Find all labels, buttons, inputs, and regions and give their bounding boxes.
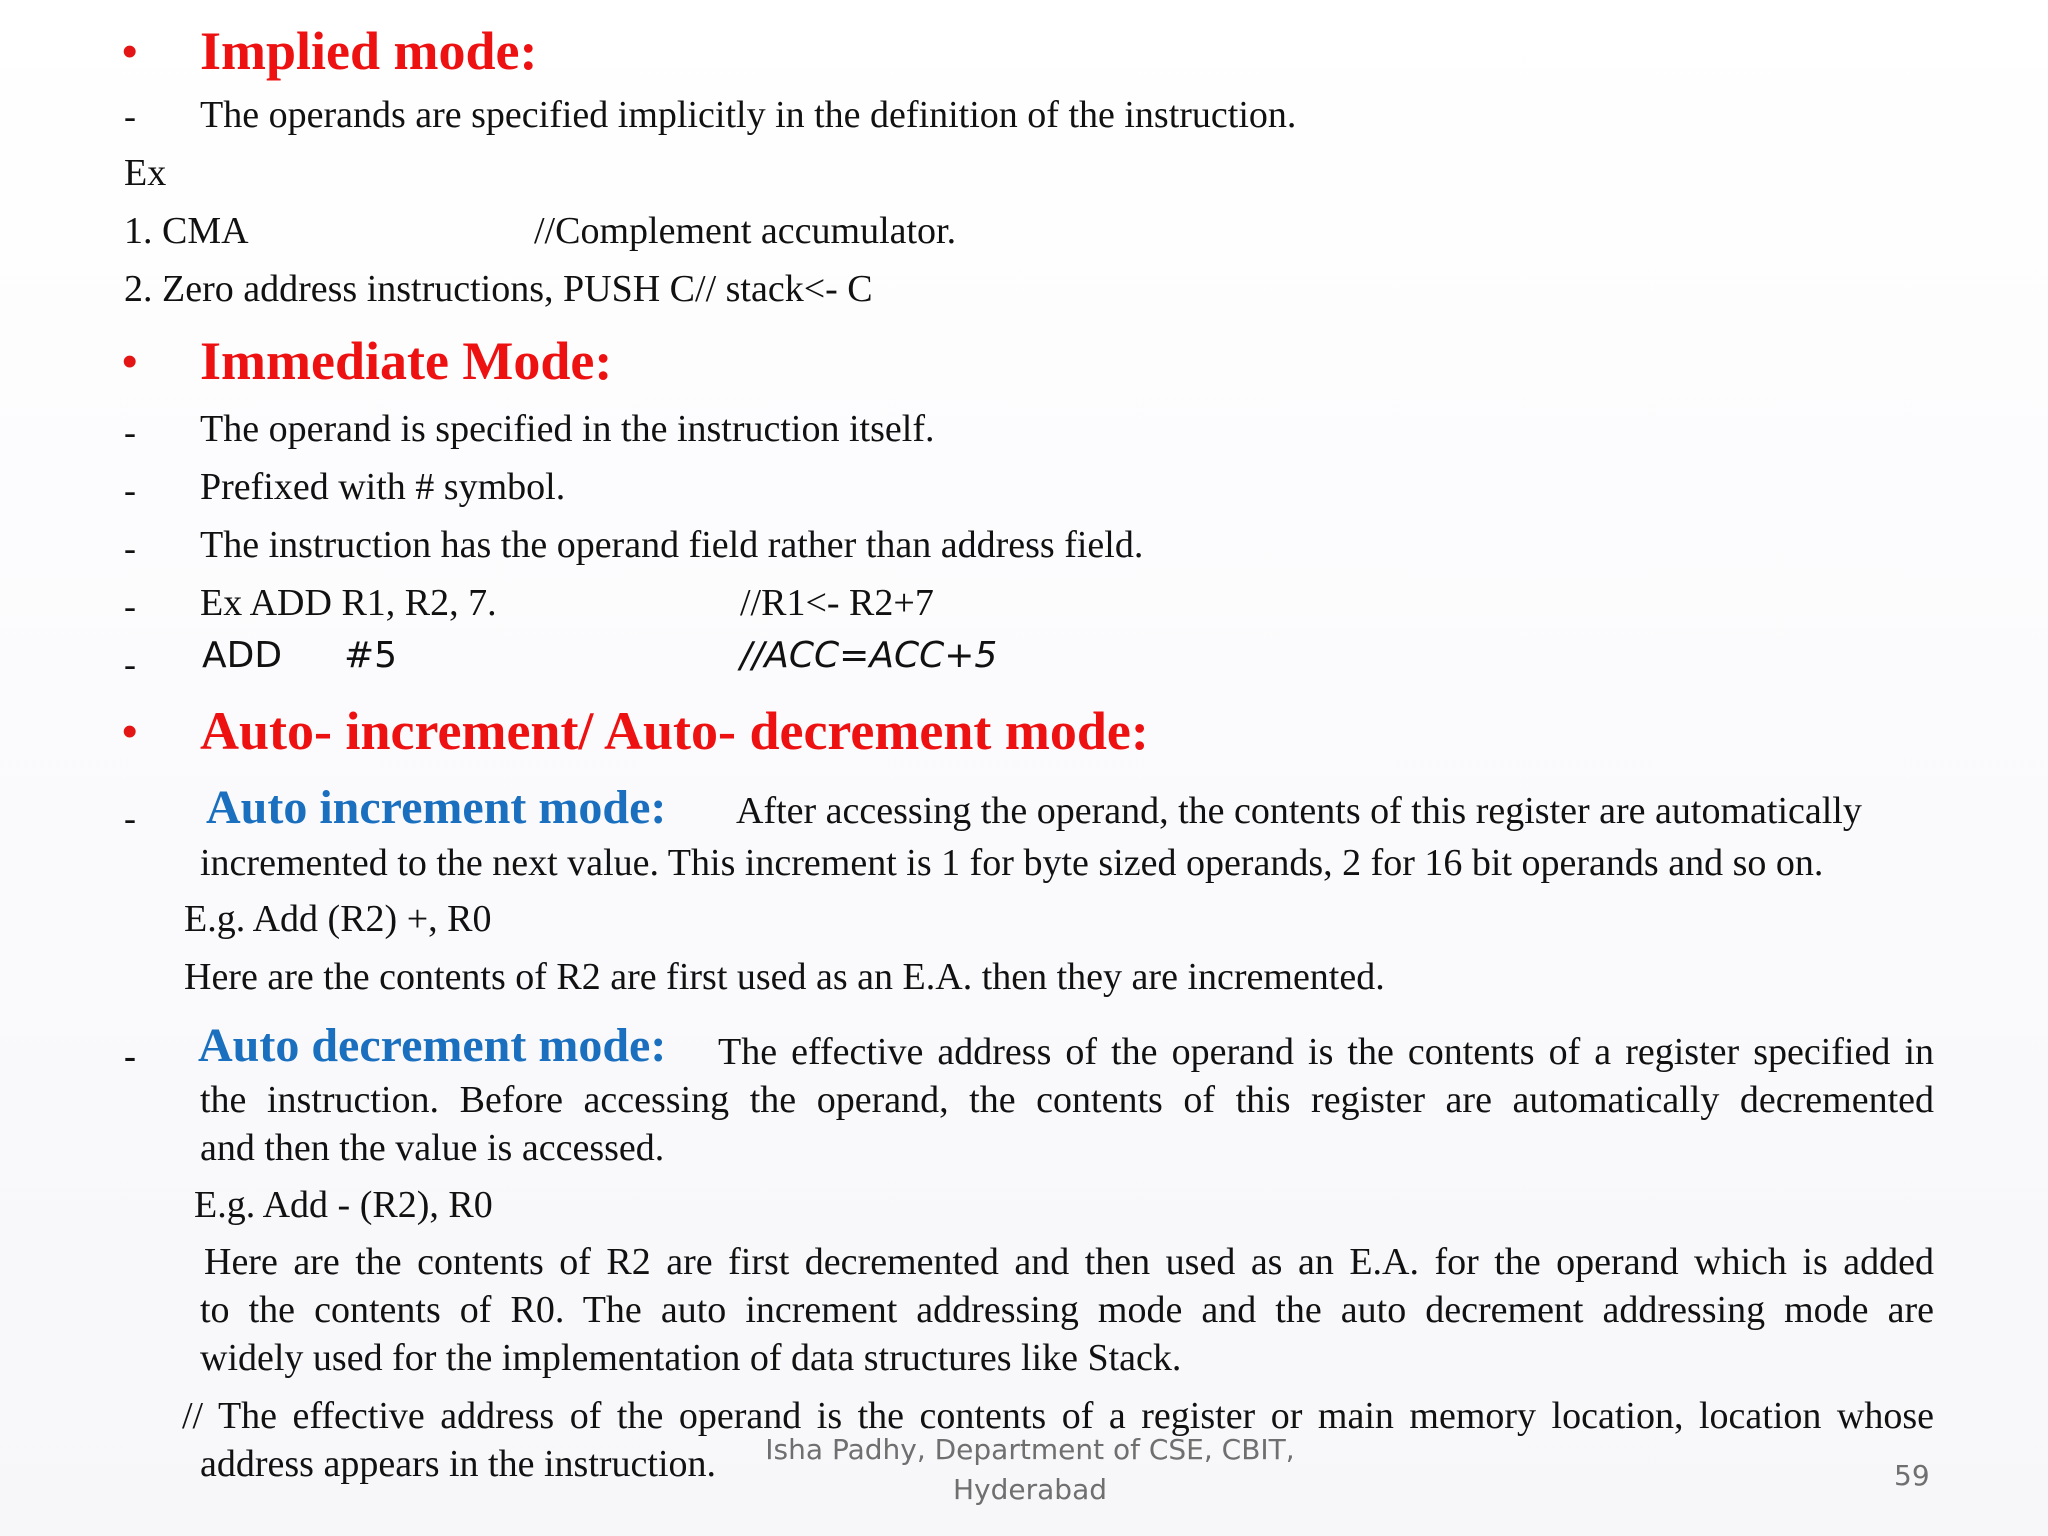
implied-description: The operands are specified implicitly in the definition of the instruction. [200, 94, 1297, 136]
heading-immediate-mode: Immediate Mode: [200, 331, 613, 391]
immediate-line-5-operand: #5 [344, 635, 398, 676]
implied-ex-label: Ex [124, 152, 167, 194]
immediate-line-3: The instruction has the operand field rather than address field. [200, 524, 1144, 566]
auto-decrement-expl-2: to the contents of R0. The auto increment addressing mode and the auto decrement addressing mode are [200, 1289, 1934, 1331]
note-line-1: // The effective address of the operand is the contents of a register or main memory location, location whose [182, 1395, 1934, 1437]
auto-decrement-description [200, 1028, 1934, 1172]
footer-author [720, 1430, 1340, 1510]
bullet-implied: • [122, 27, 138, 76]
dash: - [124, 412, 136, 452]
dash: - [124, 644, 136, 684]
heading-implied-mode: Implied mode: [200, 21, 538, 81]
implied-example-1: 1. CMA [124, 210, 249, 252]
page-number: 59 [1894, 1459, 1930, 1492]
note-line-2: address appears in the instruction. [200, 1443, 717, 1485]
heading-auto-increment: Auto increment mode: [206, 781, 667, 834]
bullet-auto: • [122, 707, 138, 756]
immediate-line-5-op: ADD [202, 635, 283, 676]
immediate-line-4: Ex ADD R1, R2, 7. [200, 582, 497, 624]
auto-increment-example: E.g. Add (R2) +, R0 [184, 898, 492, 940]
auto-increment-explanation: Here are the contents of R2 are first used as an E.A. then they are incremented. [184, 956, 1385, 998]
auto-decrement-text-3: and then the value is accessed. [200, 1127, 665, 1169]
dash: - [124, 96, 136, 136]
auto-increment-text-2: incremented to the next value. This increment is 1 for byte sized operands, 2 for 16 bit operands and so on. [200, 842, 1824, 884]
dash: - [124, 528, 136, 568]
heading-auto-mode: Auto- increment/ Auto- decrement mode: [200, 701, 1149, 761]
dash: - [124, 470, 136, 510]
dash: - [124, 798, 136, 838]
immediate-line-5-comment: //ACC=ACC+5 [740, 635, 998, 676]
auto-decrement-example: E.g. Add - (R2), R0 [194, 1184, 493, 1226]
immediate-line-1: The operand is specified in the instruction itself. [200, 408, 935, 450]
auto-decrement-expl-1: Here are the contents of R2 are first decremented and then used as an E.A. for the operand which is added [204, 1241, 1934, 1283]
auto-decrement-explanation [200, 1238, 1934, 1382]
auto-increment-text-1: After accessing the operand, the contents of this register are automatically [736, 790, 1862, 832]
immediate-line-4-comment: //R1<- R2+7 [740, 582, 934, 624]
footer-line-2: Hyderabad [953, 1473, 1107, 1506]
footer-line-1: Isha Padhy, Department of CSE, CBIT, [765, 1433, 1295, 1466]
dash: - [124, 586, 136, 626]
immediate-line-2: Prefixed with # symbol. [200, 466, 566, 508]
dash: - [124, 1036, 136, 1076]
implied-example-1-comment: //Complement accumulator. [534, 210, 957, 252]
heading-auto-decrement: Auto decrement mode: [198, 1019, 667, 1072]
bullet-immediate: • [122, 337, 138, 386]
auto-decrement-text-2: the instruction. Before accessing the operand, the contents of this register are automatically decremented [200, 1079, 1934, 1121]
auto-decrement-text-1: The effective address of the operand is the contents of a register specified in [718, 1031, 1934, 1073]
implied-example-2: 2. Zero address instructions, PUSH C// stack<- C [124, 268, 873, 310]
auto-decrement-expl-3: widely used for the implementation of data structures like Stack. [200, 1337, 1182, 1379]
